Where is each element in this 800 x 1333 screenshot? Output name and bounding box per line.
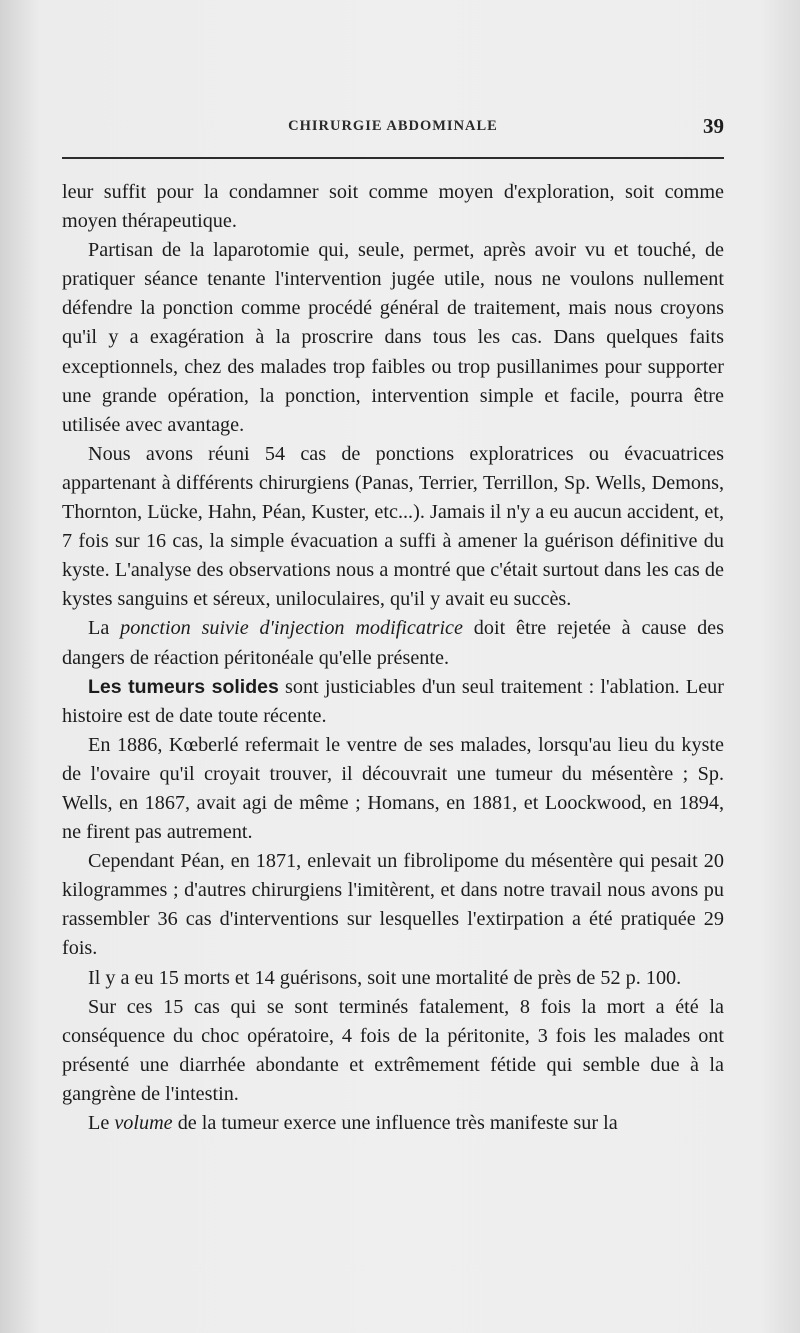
paragraph-4-lead: La [88,617,121,640]
body-text [62,178,724,1138]
paragraph-9: Sur ces 15 cas qui se sont terminés fatalement, 8 fois la mort a été la conséquence du choc opératoire, 4 fois de la péritonite, 3 fois les malades ont présenté une diarrhée abondante et extrêmement fétide qui semble due à la gangrène de l'intestin. [62,995,724,1105]
page-number: 39 [703,114,724,138]
paragraph-6: En 1886, Kœberlé refermait le ventre de ses malades, lorsqu'au lieu du kyste de l'ovaire qu'il croyait trouver, il découvrait une tumeur du mésentère ; Sp. Wells, en 1867, avait agi de même ; Homans, en 1881, et Loockwood, en 1894, ne firent pas autrement. [62,733,724,844]
page-header [62,114,724,142]
paragraph-5-rest: sont justiciables d'un seul traitement : l'ablation. Leur histoire est de date toute récente. [62,675,724,727]
paragraph-2: Partisan de la laparotomie qui, seule, permet, après avoir vu et touché, de pratiquer séance tenante l'intervention jugée utile, nous ne voulons nullement défendre la ponction comme procédé général de traitement, mais nous croyons qu'il y a exagération à la proscrire dans tous les cas. Dans quelques faits exceptionnels, chez des malades trop faibles ou trop pusillanimes pour supporter une grande opération, la ponction, intervention simple et facile, pourra être utilisée avec avantage. [62,239,724,436]
paragraph-7: Cependant Péan, en 1871, enlevait un fibrolipome du mésentère qui pesait 20 kilogrammes ; d'autres chirurgiens l'imitèrent, et dans notre travail nous avons pu rassembler 36 cas d'interventions sur lesquelles l'extirpation a été pratiquée 29 fois. [62,850,724,960]
paragraph-10-rest: de la tumeur exerce une influence très manifeste sur la [172,1112,618,1134]
paragraph-10-lead: Le [88,1112,115,1134]
paragraph-5-bold: Les tumeurs solides [88,675,279,698]
paragraph-10-italic: volume [114,1112,173,1134]
paragraph-4-italic: ponction suivie d'injection modificatrice [120,617,463,640]
header-rule [62,157,724,159]
paragraph-10 [62,1109,724,1138]
paragraph-5 [62,673,724,731]
paragraph-4 [62,614,724,672]
paragraph-4-rest: doit être rejetée à cause des dangers de réaction péritonéale qu'elle présente. [62,617,724,669]
paragraph-8: Il y a eu 15 morts et 14 guérisons, soit une mortalité de près de 52 p. 100. [88,966,682,989]
running-title: CHIRURGIE ABDOMINALE [288,118,498,134]
paragraph-1: leur suffit pour la condamner soit comme moyen d'exploration, soit comme moyen thérapeutique. [62,181,724,233]
paragraph-3: Nous avons réuni 54 cas de ponctions exploratrices ou évacuatrices appartenant à différents chirurgiens (Panas, Terrier, Terrillon, Sp. Wells, Demons, Thornton, Lücke, Hahn, Péan, Kuster, etc...). Jamais il n'y a eu aucun accident, et, 7 fois sur 16 cas, la simple évacuation a suffi à amener la guérison définitive du kyste. L'analyse des observations nous a montré que c'était surtout dans les cas de kystes sanguins et séreux, uniloculaires, qu'il y avait eu succès. [62,442,724,611]
